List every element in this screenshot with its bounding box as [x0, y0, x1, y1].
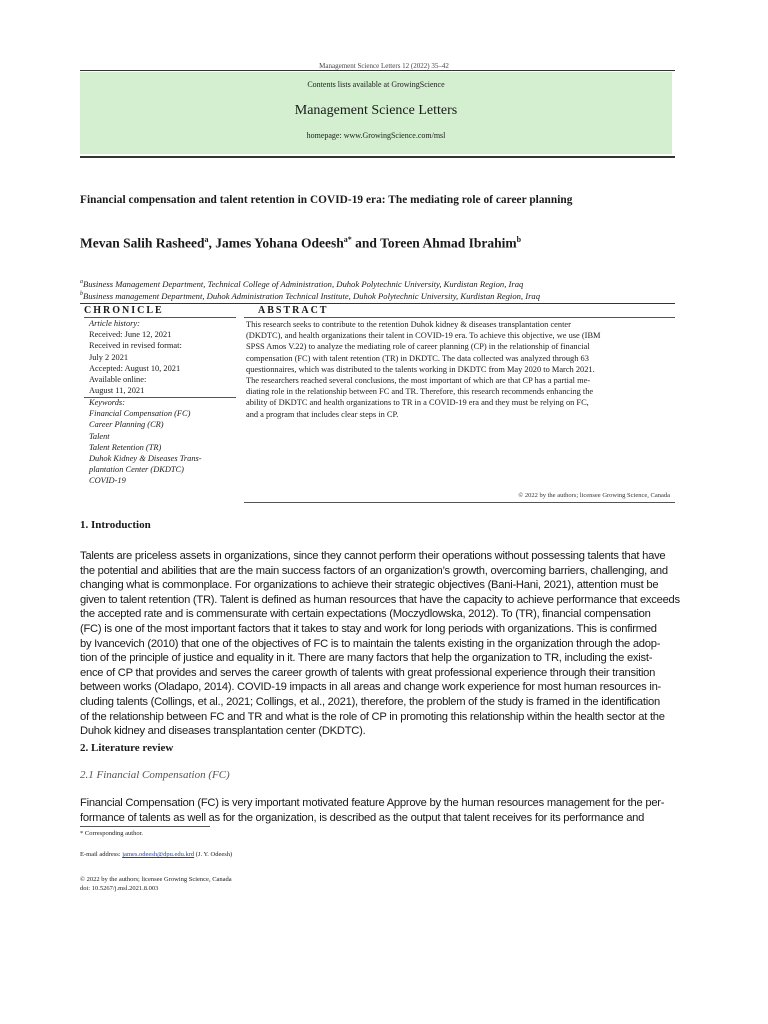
affiliation-rule — [80, 303, 675, 304]
abstract-body — [246, 319, 672, 420]
journal-banner — [80, 72, 672, 154]
affiliation-a — [80, 279, 680, 289]
abstract-line: diating role in the relationship between FC and TR. Therefore, this research recommends enhancing the — [246, 387, 594, 397]
abstract-heading-rule — [244, 317, 675, 318]
author-separator: and — [351, 235, 381, 251]
paragraph-line: between works (Oladapo, 2014). COVID-19 impacts in all areas and change work experience for most human resources in- — [80, 681, 662, 694]
author-affiliation-mark: a* — [343, 235, 352, 244]
email-label: E-mail address: — [80, 851, 123, 858]
paragraph-line: Financial Compensation (FC) is very important motivated feature Approve by the human resources management for the per- — [80, 797, 665, 809]
journal-homepage[interactable]: homepage: www.GrowingScience.com/msl — [306, 131, 446, 140]
article-title: Financial compensation and talent retention in COVID-19 era: The mediating role of career planning — [80, 194, 573, 206]
email-link[interactable]: james.odeesh@dpu.edu.krd — [122, 851, 195, 858]
keyword-item: plantation Center (DKDTC) — [89, 465, 184, 475]
keyword-item: COVID-19 — [89, 476, 126, 486]
financial-compensation-subheading: 2.1 Financial Compensation (FC) — [80, 769, 230, 781]
paragraph-line: Duhok kidney and diseases transplantation center (DKDTC). — [80, 725, 366, 738]
journal-name: Management Science Letters — [294, 103, 458, 118]
footer-copyright: © 2022 by the authors; licensee Growing Science, Canada — [80, 876, 232, 883]
author-separator: , — [208, 235, 216, 251]
paragraph-line: Talents are priceless assets in organizations, since they cannot perform their operations without possessing talents that have — [80, 550, 666, 562]
abstract-line: compensation (FC) with talent retention (TR) in DKDTC. The data collected was analyzed through 63 — [246, 353, 589, 363]
abstract-bottom-rule — [244, 502, 675, 503]
abstract-line: This research seeks to contribute to the retention Duhok kidney & diseases transplantation center — [246, 320, 571, 329]
abstract-copyright: © 2022 by the authors; licensee Growing Science, Canada — [518, 492, 670, 499]
keyword-item: Career Planning (CR) — [89, 420, 164, 430]
paragraph-line: by Ivancevich (2010) that one of the objectives of FC is to maintain the talents existing in the organization through the adop- — [80, 637, 661, 650]
paragraph-line: cluding talents (Collings, et al., 2021; Collings, et al., 2021), therefore, the problem of the study is framed in the identification — [80, 695, 660, 708]
paragraph-line: (FC) is one of the most important factors that it takes to stay and work for long periods with organizations. This is confirmed — [80, 622, 657, 635]
history-label: Article history: — [89, 319, 140, 328]
accepted-date: Accepted: August 10, 2021 — [89, 363, 181, 373]
keywords-label: Keywords: — [89, 398, 125, 407]
keyword-item: Talent Retention (TR) — [89, 442, 162, 452]
paragraph-line: the accepted rate and is commensurate with certain expectations (Moczydlowska, 2012). To (TR), financial compensation — [80, 608, 651, 621]
affiliation-text: Business Management Department, Technical College of Administration, Duhok Polytechnic University, Kurdistan Region, Iraq — [83, 279, 524, 289]
paragraph-line: formance of talents as well as for the organization, is described as the output that talent receives for its performance and — [80, 811, 645, 824]
paragraph-line: given to talent retention (TR). Talent is defined as human resources that have the capacity to achieve performance that exceeds — [80, 593, 680, 606]
abstract-line: questionnaires, which was distributed to the talents working in DKDTC from May 2020 to March 2021. — [246, 364, 595, 374]
online-date: August 11, 2021 — [89, 386, 145, 396]
contents-available-text: Contents lists available at GrowingScience — [307, 80, 445, 89]
email-footnote — [80, 851, 232, 858]
author-list — [80, 235, 680, 252]
author-affiliation-mark: b — [516, 235, 522, 244]
author-name: Mevan Salih Rasheed — [80, 235, 205, 251]
banner-bottom-rule — [80, 156, 675, 158]
corresponding-author-note: * Corresponding author. — [80, 830, 144, 837]
paragraph-line: changing what is commonplace. For organizations to achieve their strategic objectives (Bani-Hani, 2021), attention must be — [80, 579, 659, 592]
affiliation-text: Business management Department, Duhok Administration Technical Institute, Duhok Polytechnic University, Kurdistan Region, Iraq — [83, 291, 541, 301]
abstract-line: SPSS Amos V.22) to analyze the mediating role of career planning (CP) in the relationship of financial — [246, 342, 590, 352]
keyword-item: Financial Compensation (FC) — [89, 409, 191, 419]
abstract-heading: ABSTRACT — [258, 305, 329, 316]
revised-label: Received in revised format: — [89, 341, 182, 351]
footnote-rule — [80, 826, 210, 827]
literature-paragraph — [80, 796, 672, 825]
author-affiliation-mark: a — [204, 235, 209, 244]
abstract-line: The researchers reached several conclusions, the most important of which are that CP has a partial me- — [246, 376, 591, 386]
article-history — [89, 318, 237, 396]
introduction-heading: 1. Introduction — [80, 519, 151, 531]
affiliation-b — [80, 291, 680, 301]
keywords-block — [89, 397, 237, 487]
email-suffix: (J. Y. Odeesh) — [194, 851, 233, 858]
header-rule — [80, 70, 675, 71]
paragraph-line: tion of the principle of justice and equality in it. There are many factors that help the organization to TR, including the exist- — [80, 652, 653, 665]
paragraph-line: of the relationship between FC and TR and what is the role of CP in promoting this relationship within the health sector at the — [80, 710, 665, 723]
affiliation-mark: b — [80, 291, 83, 298]
author-name: James Yohana Odeesh — [215, 235, 344, 251]
journal-running-header: Management Science Letters 12 (2022) 35–42 — [319, 62, 449, 70]
literature-review-heading: 2. Literature review — [80, 742, 174, 754]
keyword-item: Duhok Kidney & Diseases Trans- — [89, 454, 202, 464]
paragraph-line: ence of CP that provides and serves the career growth of talents with great professional experience through their transition — [80, 666, 656, 679]
author-name: Toreen Ahmad Ibrahim — [380, 235, 517, 251]
revised-date: July 2 2021 — [89, 352, 129, 362]
abstract-line: ability of DKDTC and health organizations to TR in a COVID-19 era and they must be relying on FC, — [246, 398, 589, 408]
abstract-line: and a program that includes clear steps in CP. — [246, 409, 399, 419]
doi-text[interactable]: doi: 10.5267/j.msl.2021.8.003 — [80, 885, 159, 892]
introduction-paragraph — [80, 549, 680, 739]
paragraph-line: the potential and abilities that are the main success factors of an organization’s growth, overcoming barriers, challenging, and — [80, 564, 668, 577]
chronicle-heading: CHRONICLE — [84, 305, 164, 316]
online-label: Available online: — [89, 375, 147, 385]
keyword-item: Talent — [89, 431, 110, 441]
received-date: Received: June 12, 2021 — [89, 330, 172, 340]
abstract-line: (DKDTC), and health organizations their talent in COVID-19 era. To achieve this objective, we use (IBM — [246, 331, 601, 341]
affiliation-mark: a — [80, 279, 83, 286]
